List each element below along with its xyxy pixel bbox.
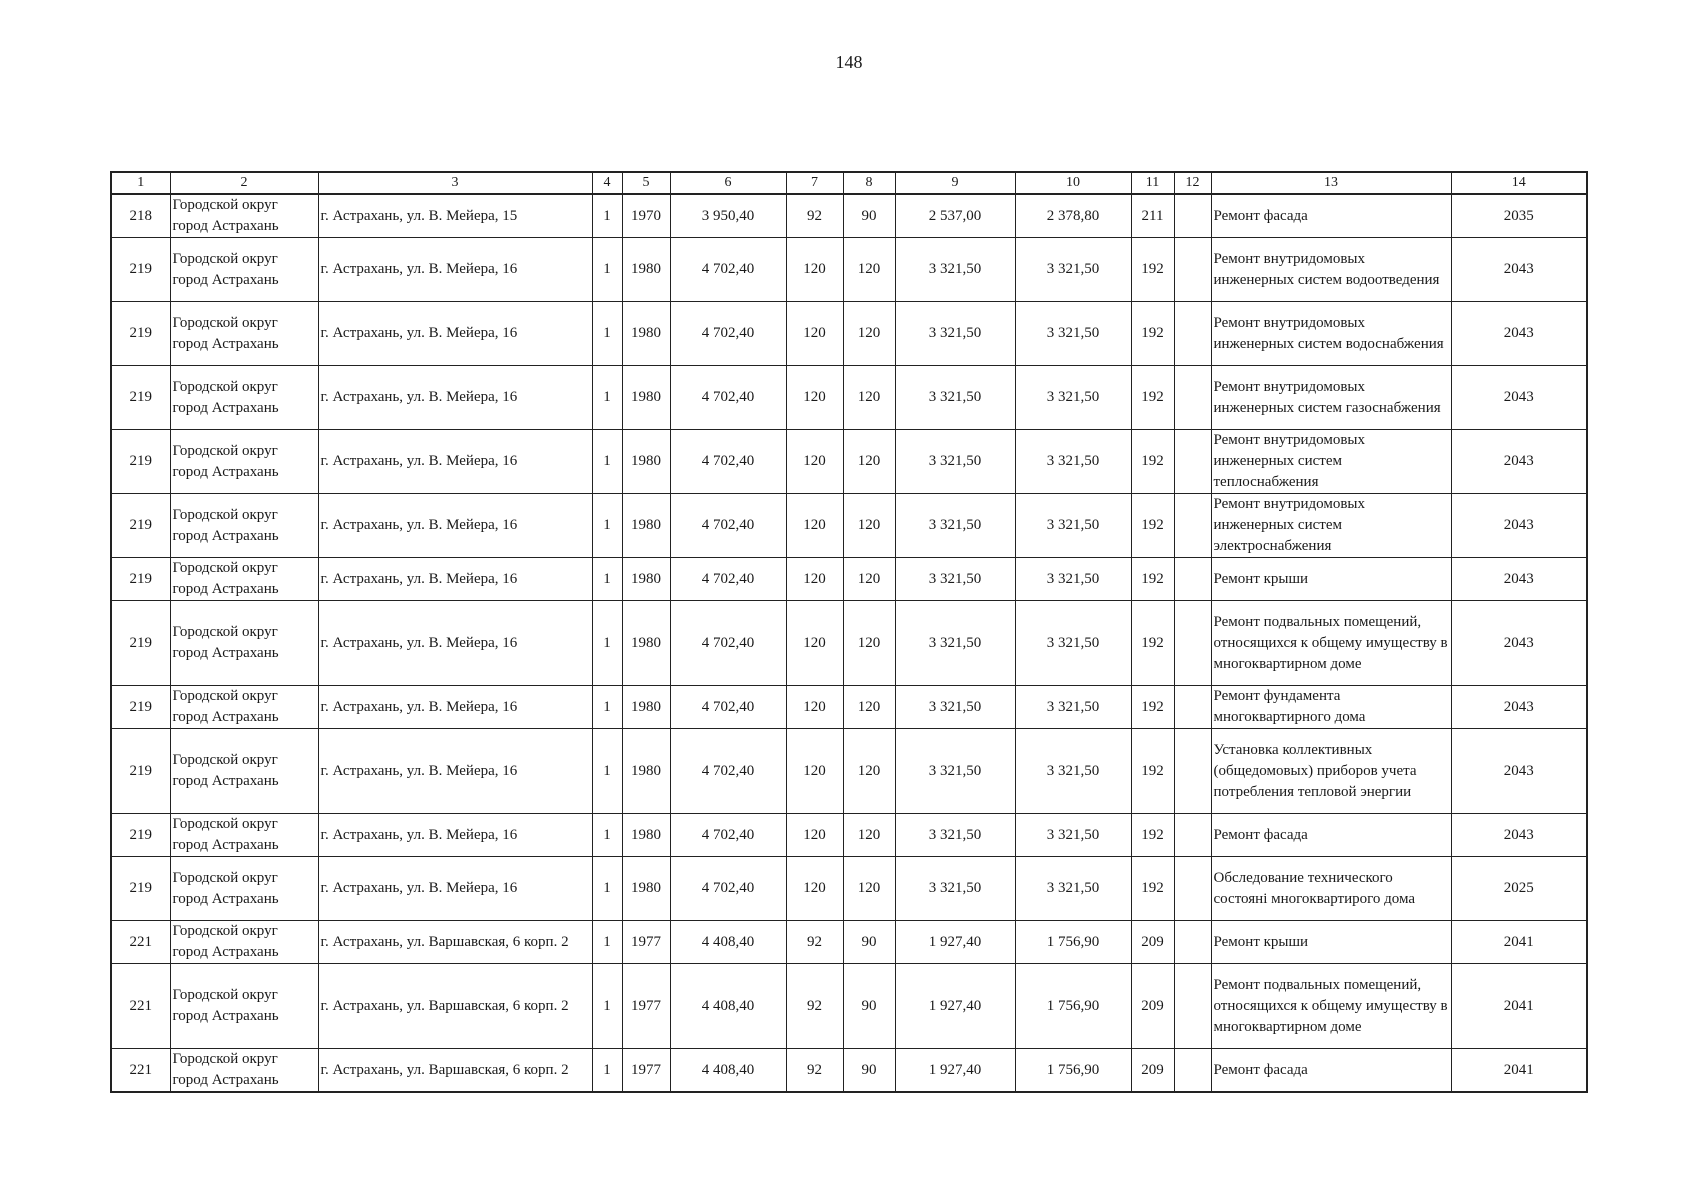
work-type-cell: Ремонт внутридомовых инженерных систем газоснабжения [1211,366,1451,430]
col12-value-cell [1174,814,1211,857]
col9-value-cell: 3 321,50 [895,686,1015,729]
col9-value-cell: 2 537,00 [895,194,1015,238]
total-area-cell: 4 408,40 [670,1049,786,1093]
column-header-13: 13 [1211,172,1451,194]
row-number-cell: 218 [111,194,170,238]
col10-value-cell: 3 321,50 [1015,366,1131,430]
municipality-cell: Городской округ город Астрахань [170,494,318,558]
planned-year-cell: 2043 [1451,601,1587,686]
column-header-2: 2 [170,172,318,194]
row-number-cell: 219 [111,238,170,302]
col9-value-cell: 3 321,50 [895,814,1015,857]
planned-year-cell: 2041 [1451,964,1587,1049]
row-number-cell: 219 [111,366,170,430]
row-number-cell: 221 [111,1049,170,1093]
municipality-cell: Городской округ город Астрахань [170,302,318,366]
work-type-cell: Ремонт внутридомовых инженерных систем теплоснабжения [1211,430,1451,494]
build-year-cell: 1970 [622,194,670,238]
total-area-cell: 4 702,40 [670,601,786,686]
address-cell: г. Астрахань, ул. Варшавская, 6 корп. 2 [318,1049,592,1093]
address-cell: г. Астрахань, ул. В. Мейера, 16 [318,686,592,729]
work-type-cell: Ремонт фасада [1211,814,1451,857]
table-row [111,814,1587,857]
table-body [111,194,1587,1092]
build-year-cell: 1980 [622,302,670,366]
column-header-8: 8 [843,172,895,194]
municipality-cell: Городской округ город Астрахань [170,601,318,686]
col8-value-cell: 90 [843,194,895,238]
col7-value-cell: 92 [786,964,843,1049]
build-year-cell: 1977 [622,964,670,1049]
col12-value-cell [1174,1049,1211,1093]
col7-value-cell: 120 [786,430,843,494]
col10-value-cell: 3 321,50 [1015,601,1131,686]
col8-value-cell: 90 [843,964,895,1049]
work-type-cell: Установка коллективных (общедомовых) приборов учета потребления тепловой энергии [1211,729,1451,814]
table-row [111,686,1587,729]
column-header-3: 3 [318,172,592,194]
col8-value-cell: 90 [843,1049,895,1093]
col7-value-cell: 120 [786,558,843,601]
col12-value-cell [1174,964,1211,1049]
column-header-10: 10 [1015,172,1131,194]
row-number-cell: 221 [111,921,170,964]
total-area-cell: 4 702,40 [670,430,786,494]
planned-year-cell: 2043 [1451,729,1587,814]
col9-value-cell: 3 321,50 [895,302,1015,366]
column-header-12: 12 [1174,172,1211,194]
total-area-cell: 4 702,40 [670,814,786,857]
col8-value-cell: 120 [843,238,895,302]
col9-value-cell: 1 927,40 [895,964,1015,1049]
municipality-cell: Городской округ город Астрахань [170,686,318,729]
col9-value-cell: 1 927,40 [895,1049,1015,1093]
row-number-cell: 219 [111,729,170,814]
address-cell: г. Астрахань, ул. В. Мейера, 15 [318,194,592,238]
col9-value-cell: 3 321,50 [895,238,1015,302]
col12-value-cell [1174,430,1211,494]
col4-value-cell: 1 [592,729,622,814]
address-cell: г. Астрахань, ул. В. Мейера, 16 [318,430,592,494]
total-area-cell: 4 702,40 [670,302,786,366]
municipality-cell: Городской округ город Астрахань [170,558,318,601]
address-cell: г. Астрахань, ул. В. Мейера, 16 [318,494,592,558]
col10-value-cell: 3 321,50 [1015,430,1131,494]
work-type-cell: Ремонт подвальных помещений, относящихся к общему имуществу в многоквартирном доме [1211,964,1451,1049]
work-type-cell: Ремонт фундамента многоквартирного дома [1211,686,1451,729]
col9-value-cell: 3 321,50 [895,601,1015,686]
col8-value-cell: 120 [843,729,895,814]
total-area-cell: 4 702,40 [670,366,786,430]
build-year-cell: 1980 [622,601,670,686]
row-number-cell: 219 [111,494,170,558]
table-row [111,921,1587,964]
col11-value-cell: 192 [1131,686,1174,729]
planned-year-cell: 2035 [1451,194,1587,238]
col4-value-cell: 1 [592,558,622,601]
col10-value-cell: 3 321,50 [1015,494,1131,558]
col10-value-cell: 3 321,50 [1015,302,1131,366]
page-number: 148 [835,52,863,72]
row-number-cell: 219 [111,558,170,601]
total-area-cell: 4 702,40 [670,238,786,302]
build-year-cell: 1980 [622,686,670,729]
row-number-cell: 219 [111,601,170,686]
municipality-cell: Городской округ город Астрахань [170,729,318,814]
table-row [111,238,1587,302]
col8-value-cell: 120 [843,814,895,857]
address-cell: г. Астрахань, ул. В. Мейера, 16 [318,558,592,601]
col12-value-cell [1174,729,1211,814]
table-row [111,964,1587,1049]
planned-year-cell: 2043 [1451,430,1587,494]
col7-value-cell: 120 [786,302,843,366]
build-year-cell: 1977 [622,1049,670,1093]
col10-value-cell: 1 756,90 [1015,921,1131,964]
col11-value-cell: 192 [1131,302,1174,366]
col9-value-cell: 3 321,50 [895,494,1015,558]
col7-value-cell: 92 [786,194,843,238]
col4-value-cell: 1 [592,814,622,857]
col9-value-cell: 3 321,50 [895,857,1015,921]
work-type-cell: Ремонт крыши [1211,558,1451,601]
table-container [110,171,1586,1093]
col11-value-cell: 192 [1131,729,1174,814]
col11-value-cell: 192 [1131,494,1174,558]
build-year-cell: 1980 [622,857,670,921]
work-type-cell: Ремонт подвальных помещений, относящихся к общему имуществу в многоквартирном доме [1211,601,1451,686]
col8-value-cell: 120 [843,601,895,686]
table-row [111,857,1587,921]
col11-value-cell: 192 [1131,814,1174,857]
col4-value-cell: 1 [592,686,622,729]
col11-value-cell: 192 [1131,857,1174,921]
work-type-cell: Ремонт фасада [1211,194,1451,238]
col8-value-cell: 120 [843,302,895,366]
col7-value-cell: 120 [786,238,843,302]
table-row [111,366,1587,430]
col12-value-cell [1174,601,1211,686]
table-row [111,1049,1587,1093]
total-area-cell: 4 702,40 [670,857,786,921]
total-area-cell: 4 408,40 [670,921,786,964]
col4-value-cell: 1 [592,238,622,302]
col11-value-cell: 211 [1131,194,1174,238]
column-header-1: 1 [111,172,170,194]
build-year-cell: 1980 [622,238,670,302]
col4-value-cell: 1 [592,964,622,1049]
col11-value-cell: 192 [1131,558,1174,601]
build-year-cell: 1980 [622,729,670,814]
work-type-cell: Ремонт внутридомовых инженерных систем водоснабжения [1211,302,1451,366]
col11-value-cell: 192 [1131,366,1174,430]
municipality-cell: Городской округ город Астрахань [170,238,318,302]
header-row [111,172,1587,194]
column-header-4: 4 [592,172,622,194]
address-cell: г. Астрахань, ул. В. Мейера, 16 [318,857,592,921]
column-header-5: 5 [622,172,670,194]
planned-year-cell: 2043 [1451,302,1587,366]
col8-value-cell: 120 [843,558,895,601]
address-cell: г. Астрахань, ул. В. Мейера, 16 [318,238,592,302]
planned-year-cell: 2043 [1451,814,1587,857]
row-number-cell: 219 [111,302,170,366]
address-cell: г. Астрахань, ул. В. Мейера, 16 [318,366,592,430]
col7-value-cell: 120 [786,857,843,921]
col8-value-cell: 120 [843,366,895,430]
col9-value-cell: 1 927,40 [895,921,1015,964]
col11-value-cell: 192 [1131,430,1174,494]
row-number-cell: 219 [111,686,170,729]
col7-value-cell: 92 [786,1049,843,1093]
col12-value-cell [1174,686,1211,729]
col11-value-cell: 209 [1131,921,1174,964]
planned-year-cell: 2041 [1451,1049,1587,1093]
total-area-cell: 4 702,40 [670,686,786,729]
planned-year-cell: 2025 [1451,857,1587,921]
col11-value-cell: 192 [1131,601,1174,686]
build-year-cell: 1980 [622,366,670,430]
address-cell: г. Астрахань, ул. Варшавская, 6 корп. 2 [318,964,592,1049]
col7-value-cell: 120 [786,814,843,857]
build-year-cell: 1980 [622,494,670,558]
address-cell: г. Астрахань, ул. В. Мейера, 16 [318,729,592,814]
municipality-cell: Городской округ город Астрахань [170,814,318,857]
work-type-cell: Ремонт внутридомовых инженерных систем водоотведения [1211,238,1451,302]
municipality-cell: Городской округ город Астрахань [170,366,318,430]
col8-value-cell: 120 [843,494,895,558]
table-row [111,302,1587,366]
col8-value-cell: 120 [843,430,895,494]
table-row [111,601,1587,686]
col10-value-cell: 3 321,50 [1015,857,1131,921]
col4-value-cell: 1 [592,366,622,430]
col10-value-cell: 3 321,50 [1015,729,1131,814]
address-cell: г. Астрахань, ул. Варшавская, 6 корп. 2 [318,921,592,964]
column-header-6: 6 [670,172,786,194]
build-year-cell: 1977 [622,921,670,964]
municipality-cell: Городской округ город Астрахань [170,194,318,238]
planned-year-cell: 2043 [1451,686,1587,729]
col11-value-cell: 209 [1131,964,1174,1049]
address-cell: г. Астрахань, ул. В. Мейера, 16 [318,302,592,366]
municipality-cell: Городской округ город Астрахань [170,921,318,964]
row-number-cell: 219 [111,857,170,921]
municipality-cell: Городской округ город Астрахань [170,1049,318,1093]
col4-value-cell: 1 [592,857,622,921]
table-row [111,558,1587,601]
col9-value-cell: 3 321,50 [895,366,1015,430]
total-area-cell: 4 408,40 [670,964,786,1049]
col10-value-cell: 2 378,80 [1015,194,1131,238]
col12-value-cell [1174,302,1211,366]
municipality-cell: Городской округ город Астрахань [170,964,318,1049]
work-type-cell: Ремонт внутридомовых инженерных систем электроснабжения [1211,494,1451,558]
col11-value-cell: 192 [1131,238,1174,302]
col12-value-cell [1174,366,1211,430]
col12-value-cell [1174,194,1211,238]
col12-value-cell [1174,494,1211,558]
planned-year-cell: 2041 [1451,921,1587,964]
col4-value-cell: 1 [592,921,622,964]
total-area-cell: 4 702,40 [670,494,786,558]
col7-value-cell: 120 [786,366,843,430]
row-number-cell: 219 [111,430,170,494]
col7-value-cell: 120 [786,601,843,686]
build-year-cell: 1980 [622,430,670,494]
col7-value-cell: 120 [786,686,843,729]
planned-year-cell: 2043 [1451,366,1587,430]
total-area-cell: 3 950,40 [670,194,786,238]
column-header-9: 9 [895,172,1015,194]
col9-value-cell: 3 321,50 [895,558,1015,601]
planned-year-cell: 2043 [1451,238,1587,302]
col10-value-cell: 1 756,90 [1015,964,1131,1049]
row-number-cell: 219 [111,814,170,857]
col10-value-cell: 3 321,50 [1015,558,1131,601]
column-header-11: 11 [1131,172,1174,194]
work-type-cell: Обследование технического состоянi многоквартирого дома [1211,857,1451,921]
col12-value-cell [1174,857,1211,921]
col7-value-cell: 92 [786,921,843,964]
address-cell: г. Астрахань, ул. В. Мейера, 16 [318,814,592,857]
column-header-7: 7 [786,172,843,194]
table-row [111,729,1587,814]
address-cell: г. Астрахань, ул. В. Мейера, 16 [318,601,592,686]
table-row [111,430,1587,494]
col10-value-cell: 3 321,50 [1015,814,1131,857]
col4-value-cell: 1 [592,302,622,366]
planned-year-cell: 2043 [1451,494,1587,558]
col4-value-cell: 1 [592,1049,622,1093]
col7-value-cell: 120 [786,494,843,558]
work-type-cell: Ремонт фасада [1211,1049,1451,1093]
build-year-cell: 1980 [622,558,670,601]
work-type-cell: Ремонт крыши [1211,921,1451,964]
table-row [111,194,1587,238]
col4-value-cell: 1 [592,194,622,238]
col4-value-cell: 1 [592,601,622,686]
col10-value-cell: 3 321,50 [1015,238,1131,302]
col9-value-cell: 3 321,50 [895,430,1015,494]
col8-value-cell: 90 [843,921,895,964]
col8-value-cell: 120 [843,686,895,729]
capital-repair-table [110,171,1588,1093]
col8-value-cell: 120 [843,857,895,921]
column-header-14: 14 [1451,172,1587,194]
col4-value-cell: 1 [592,494,622,558]
build-year-cell: 1980 [622,814,670,857]
col12-value-cell [1174,921,1211,964]
col12-value-cell [1174,238,1211,302]
planned-year-cell: 2043 [1451,558,1587,601]
table-row [111,494,1587,558]
col10-value-cell: 3 321,50 [1015,686,1131,729]
total-area-cell: 4 702,40 [670,729,786,814]
col9-value-cell: 3 321,50 [895,729,1015,814]
row-number-cell: 221 [111,964,170,1049]
col7-value-cell: 120 [786,729,843,814]
col4-value-cell: 1 [592,430,622,494]
total-area-cell: 4 702,40 [670,558,786,601]
col10-value-cell: 1 756,90 [1015,1049,1131,1093]
col11-value-cell: 209 [1131,1049,1174,1093]
col12-value-cell [1174,558,1211,601]
municipality-cell: Городской округ город Астрахань [170,430,318,494]
municipality-cell: Городской округ город Астрахань [170,857,318,921]
